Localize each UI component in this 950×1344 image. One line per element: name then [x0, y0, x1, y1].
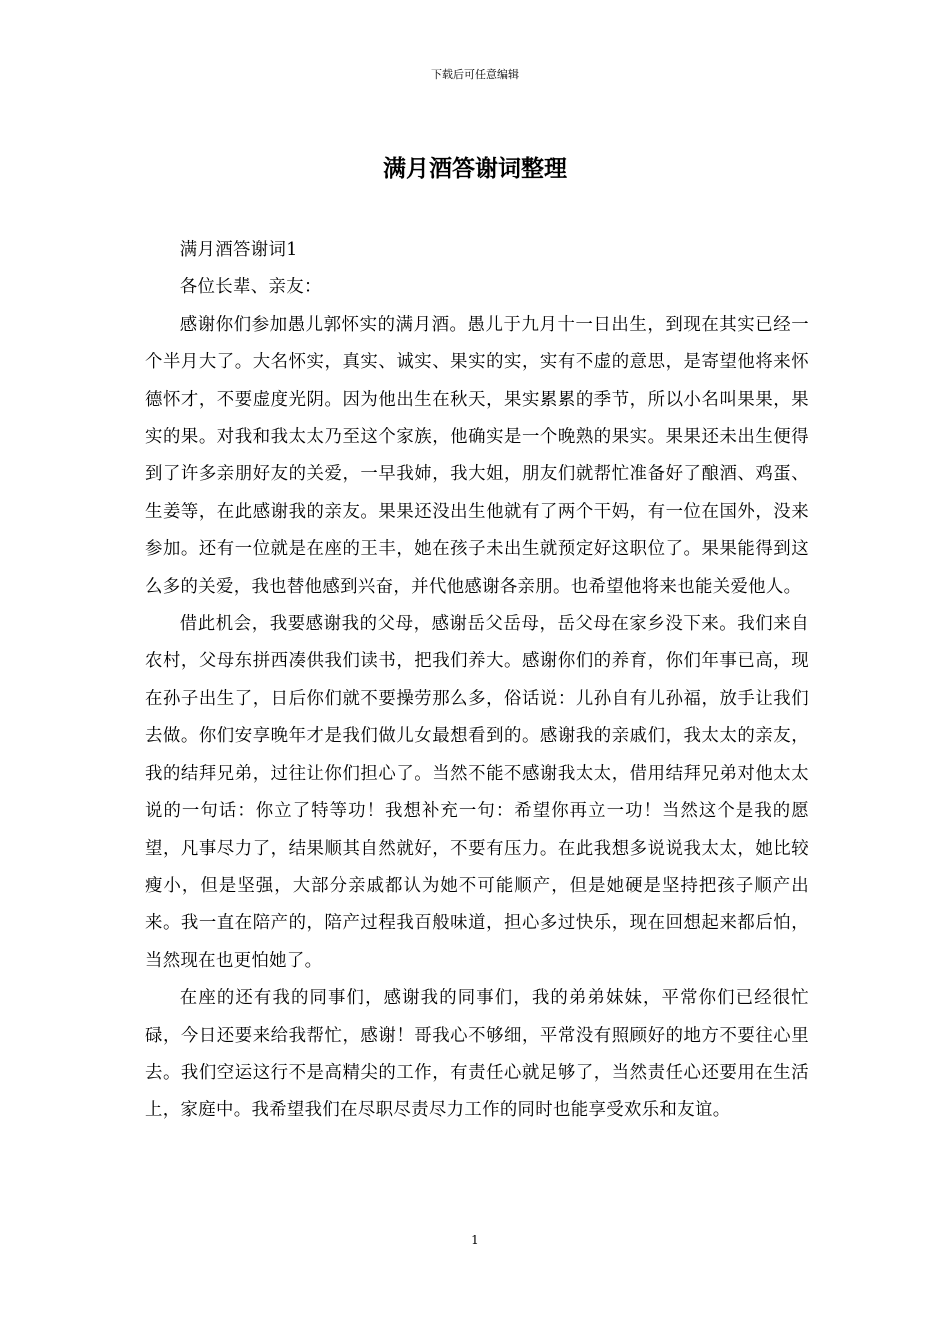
body-paragraph: 借此机会，我要感谢我的父母，感谢岳父岳母，岳父母在家乡没下来。我们来自农村，父母东拼西凑供我们读书，把我们养大。感谢你们的养育，你们年事已高，现在孙子出生了，日后你们就不要操劳那么多，俗话说：儿孙自有儿孙福，放手让我们去做。你们安享晚年才是我们做儿女最想看到的。感谢我的亲戚们，我太太的亲友，我的结拜兄弟，过往让你们担心了。当然不能不感谢我太太，借用结拜兄弟对他太太说的一句话：你立了特等功！我想补充一句：希望你再立一功！当然这个是我的愿望，凡事尽力了，结果顺其自然就好，不要有压力。在此我想多说说我太太，她比较瘦小，但是坚强，大部分亲戚都认为她不可能顺产，但是她硬是坚持把孩子顺产出来。我一直在陪产的，陪产过程我百般味道，担心多过快乐，现在回想起来都后怕，当然现在也更怕她了。 [145, 614, 809, 971]
page-number: 1 [471, 1233, 479, 1247]
header-note: 下载后可任意编辑 [431, 68, 519, 81]
salutation: 各位长辈、亲友： [179, 277, 322, 298]
section-heading: 满月酒答谢词1 [179, 240, 298, 260]
body-paragraph: 感谢你们参加愚儿郭怀实的满月酒。愚儿于九月十一日出生，到现在其实已经一个半月大了。大名怀实，真实、诚实、果实的实，实有不虚的意思，是寄望他将来怀德怀才，不要虚度光阴。因为他出生在秋天，果实累累的季节，所以小名叫果果，果实的果。对我和我太太乃至这个家族，他确实是一个晚熟的果实。果果还未出生便得到了许多亲朋好友的关爱，一早我姉，我大姐，朋友们就帮忙准备好了酿酒、鸡蛋、生姜等，在此感谢我的亲友。果果还没出生他就有了两个干妈，有一位在国外，没来参加。还有一位就是在座的王丰，她在孩子未出生就预定好这职位了。果果能得到这么多的关爱，我也替他感到兴奋，并代他感谢各亲朋。也希望他将来也能关爱他人。 [145, 314, 809, 597]
body-paragraph: 在座的还有我的同事们，感谢我的同事们，我的弟弟妹妹，平常你们已经很忙碌，今日还要来给我帮忙，感谢！哥我心不够细，平常没有照顾好的地方不要往心里去。我们空运这行不是高精尖的工作，有责任心就足够了，当然责任心还要用在生活上，家庭中。我希望我们在尽职尽责尽力工作的同时也能享受欢乐和友谊。 [145, 988, 809, 1121]
document-title: 满月酒答谢词整理 [383, 155, 567, 182]
document-body [145, 232, 809, 1130]
